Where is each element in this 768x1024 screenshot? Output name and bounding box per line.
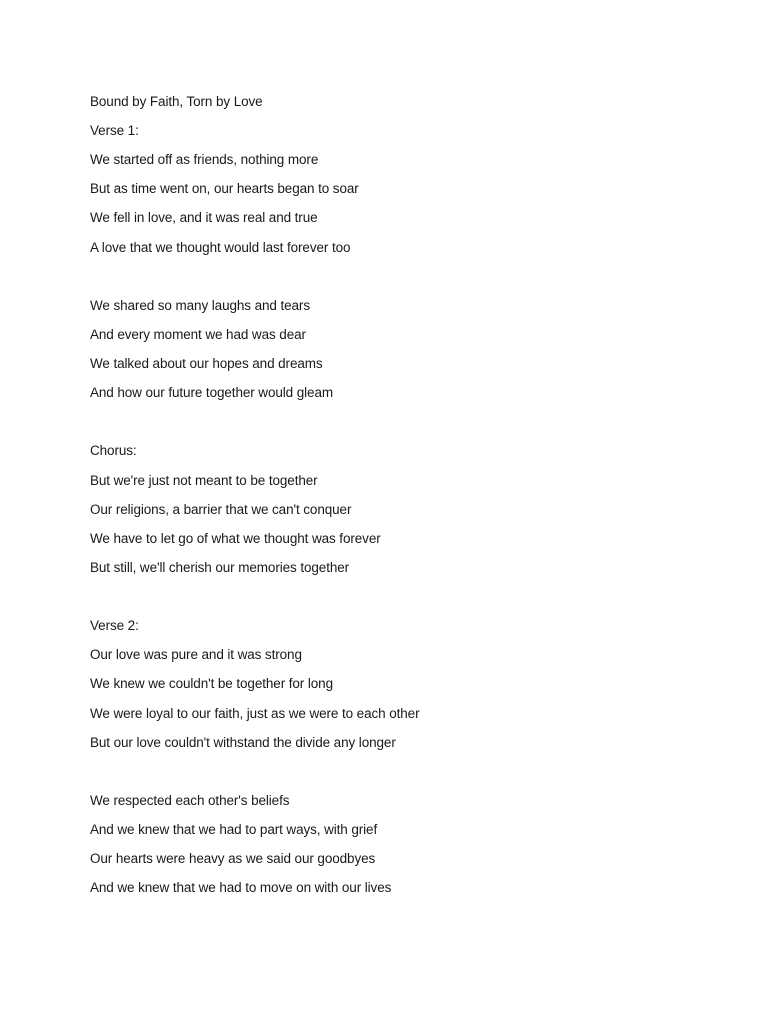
lyric-line: We respected each other's beliefs: [90, 793, 290, 808]
lyric-line: We talked about our hopes and dreams: [90, 356, 323, 371]
lyric-line: But we're just not meant to be together: [90, 473, 318, 488]
lyric-line: We fell in love, and it was real and true: [90, 210, 318, 225]
lyric-line: But as time went on, our hearts began to soar: [90, 181, 359, 196]
lyric-line: We shared so many laughs and tears: [90, 298, 310, 313]
lyric-line: But our love couldn't withstand the divide any longer: [90, 735, 396, 750]
lyric-line: We have to let go of what we thought was forever: [90, 531, 381, 546]
section-heading-verse-2: Verse 2:: [90, 618, 139, 633]
lyric-line: And we knew that we had to move on with our lives: [90, 880, 392, 895]
section-heading-chorus: Chorus:: [90, 443, 137, 458]
lyric-line: And every moment we had was dear: [90, 327, 306, 342]
song-title: Bound by Faith, Torn by Love: [90, 94, 263, 109]
lyric-line: But still, we'll cherish our memories together: [90, 560, 350, 575]
lyric-line: And we knew that we had to part ways, with grief: [90, 822, 378, 837]
lyric-line: We were loyal to our faith, just as we were to each other: [90, 706, 420, 721]
section-heading-verse-1: Verse 1:: [90, 123, 139, 138]
lyric-line: A love that we thought would last forever too: [90, 240, 351, 255]
lyric-line: We started off as friends, nothing more: [90, 152, 319, 167]
lyric-line: Our religions, a barrier that we can't conquer: [90, 502, 352, 517]
lyric-line: We knew we couldn't be together for long: [90, 676, 333, 691]
lyric-line: And how our future together would gleam: [90, 385, 334, 400]
lyric-line: Our hearts were heavy as we said our goodbyes: [90, 851, 376, 866]
lyric-line: Our love was pure and it was strong: [90, 647, 302, 662]
